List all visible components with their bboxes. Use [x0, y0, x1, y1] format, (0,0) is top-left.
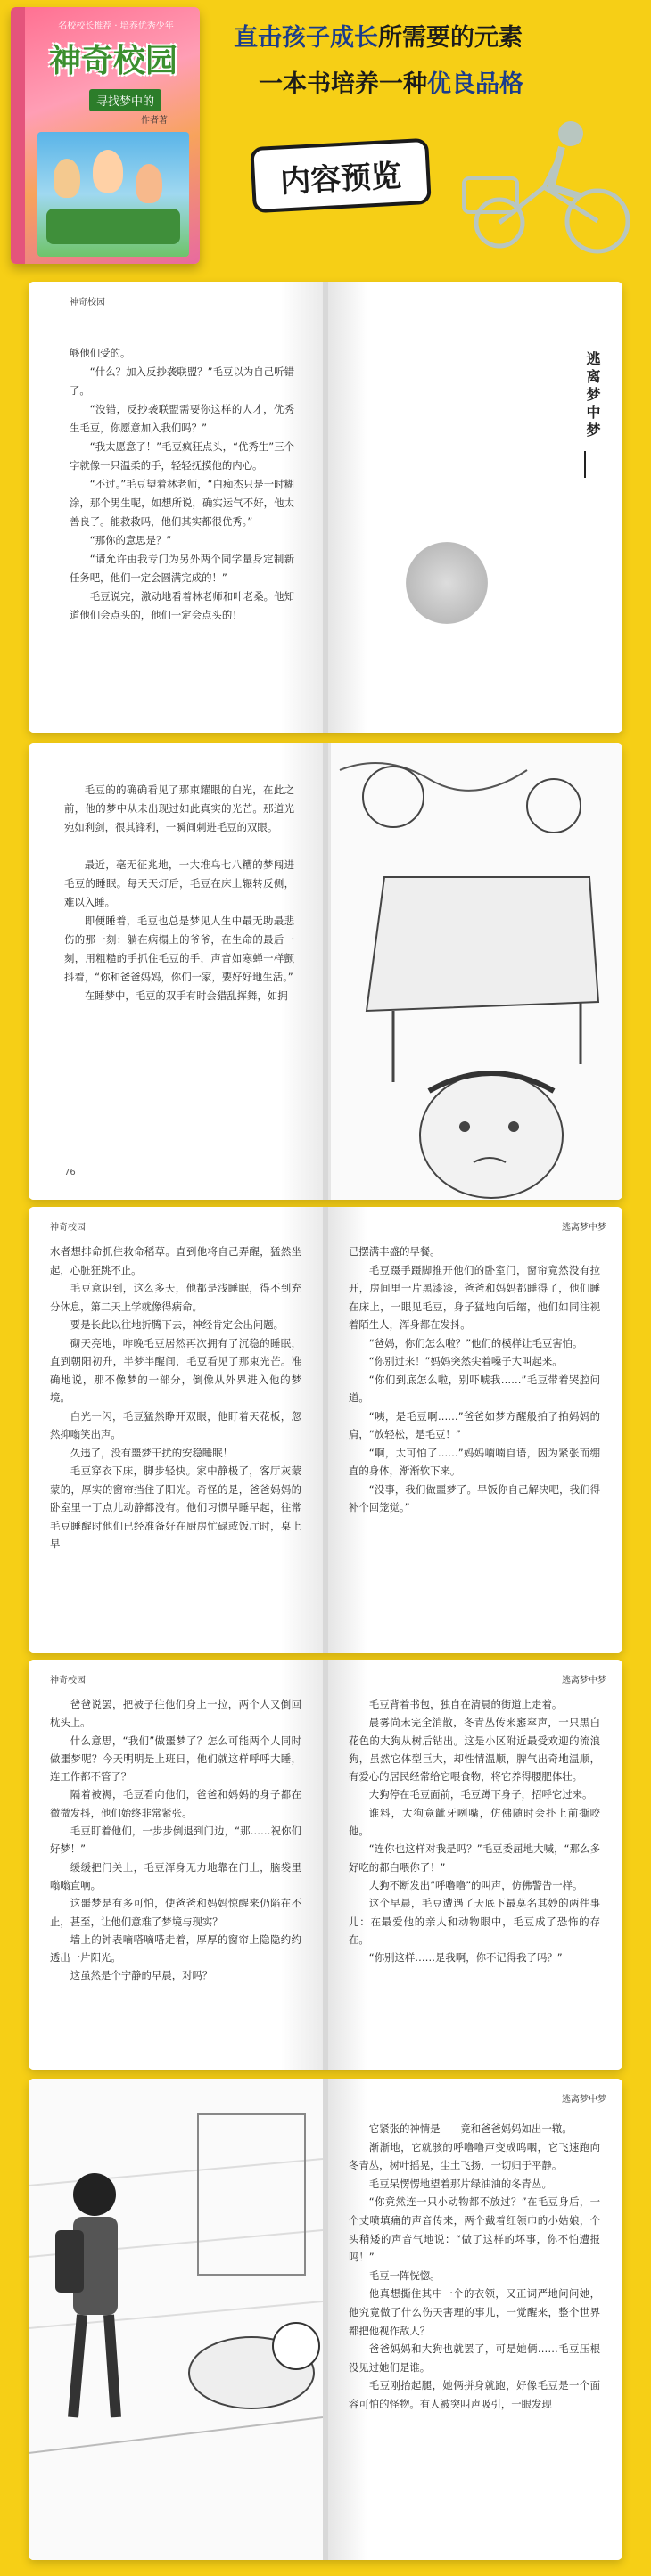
paragraph: 要是长此以往地折腾下去，神经肯定会出问题。: [70, 1318, 284, 1331]
paragraph: 什么意思，“我们”做噩梦了？怎么可能两个人同时做噩梦呢？今天明明是上班日，他们就这样呼呼大睡，连工作都不管了？: [50, 1734, 301, 1784]
paragraph: “我太愿意了！”毛豆疯狂点头，“优秀生”三个字就像一只温柔的手，轻轻抚摸他的内心。: [70, 440, 294, 472]
paragraph: “你别过来！”妈妈突然尖着嗓子大叫起来。: [368, 1355, 563, 1367]
paragraph: 毛豆穿衣下床，脚步轻快。家中静极了，客厅灰蒙蒙的，厚实的窗帘挡住了阳光。奇怪的是，爸爸妈妈的卧室里一丁点儿动静都没有。他们习惯早睡早起，往常毛豆睡醒时他们已经准备好在厨房忙碌或饭厅时，桌上早: [50, 1464, 301, 1550]
spread4-right-text: [349, 1695, 600, 1966]
paragraph: “你竟然连一只小动物都不放过？”在毛豆身后，一个丈喷填痛的声音传来，两个戴着红领巾的小姑娘，个头稍矮的声音气地说：“做了这样的坏事，你不怕遭报吗！”: [349, 2195, 600, 2264]
headline-line1-rest: 所需要的元素: [378, 24, 523, 52]
spread5-right-page: [326, 2079, 622, 2560]
paragraph: 大狗不断发出“呼噜噜”的叫声，仿佛警告一样。: [368, 1878, 583, 1891]
boy-and-dog-illustration: [29, 2079, 323, 2560]
spread-gutter: [323, 282, 328, 733]
spread3-right-page: [326, 1207, 622, 1653]
title-divider: [584, 451, 586, 478]
spread-gutter: [323, 2079, 328, 2560]
cover-subtitle: 寻找梦中的: [89, 89, 161, 111]
paragraph: 够他们受的。: [70, 347, 131, 359]
paragraph: “啊，太可怕了……”妈妈喃喃自语，因为紧张而绷直的身体，渐渐软下来。: [349, 1446, 600, 1477]
cover-author: 作者著: [141, 116, 168, 126]
paragraph: 他真想撕住其中一个的衣领，又正词严地问问她，他究竟做了什么伤天害理的事儿，一觉醒来，整个世界都把他视作敌人？: [349, 2287, 600, 2337]
cover-tagline: 名校校长推荐 · 培养优秀少年: [58, 21, 174, 31]
spread5-right-runhead: 逃离梦中梦: [562, 2095, 606, 2104]
nightmare-scene-illustration: [331, 743, 622, 1200]
paragraph: 即便睡着，毛豆也总是梦见人生中最无助最悲伤的那一刻：躺在病榻上的爷爷，在生命的最后一刻，用粗糙的手抓住毛豆的手，声音如寒蝉一样颤抖着，“你和爸爸妈妈，你们一家，要好好地生活。”: [64, 915, 294, 983]
paragraph: “请允许由我专门为另外两个同学量身定制新任务吧，他们一定会圆满完成的！”: [70, 553, 294, 584]
spread2-left-text: [64, 781, 294, 1005]
spread1-left-runhead: 神奇校园: [70, 298, 105, 308]
spread1-left-text: [70, 344, 294, 625]
book-spread-2: [29, 743, 622, 1200]
paragraph: “没错，反抄袭联盟需要你这样的人才，优秀生毛豆，你愿意加入我们吗？”: [70, 403, 294, 434]
page-number: 76: [64, 1168, 76, 1177]
paragraph: 爸爸说罢，把被子往他们身上一拉，两个人又倒回枕头上。: [50, 1698, 301, 1729]
paragraph: “你别这样……是我啊，你不记得我了吗？”: [368, 1951, 563, 1965]
book-spine: [11, 7, 25, 264]
paragraph: 已摆满丰盛的早餐。: [349, 1245, 441, 1258]
headline-line2: [259, 64, 523, 99]
paragraph: “爸妈，你们怎么啦？”他们的模样让毛豆害怕。: [368, 1336, 583, 1350]
headline-line1: [234, 18, 523, 53]
paragraph: 大狗停在毛豆面前，毛豆蹲下身子，招呼它过来。: [368, 1788, 593, 1801]
spread5-left-page: [29, 2079, 326, 2560]
promo-header: [0, 0, 651, 276]
paragraph: 这虽然是个宁静的早晨，对吗？: [70, 1969, 213, 1982]
paragraph: “那你的意思是？”: [89, 534, 172, 546]
paragraph: “没事，我们做噩梦了。早饭你自己解决吧，我们得补个回笼觉。”: [349, 1482, 600, 1514]
chapter-title-vertical: 逃离梦中梦: [584, 351, 601, 440]
spread2-right-page: [326, 743, 622, 1200]
sleeping-boy-illustration: [406, 542, 488, 624]
spread-gutter: [323, 1207, 328, 1653]
paragraph: 毛豆一阵恍惚。: [368, 2268, 441, 2282]
spread5-right-text: [349, 2120, 600, 2414]
paragraph: “连你也这样对我是吗？”毛豆委屈地大喊，“那么多好吃的都白喂你了！”: [349, 1842, 600, 1874]
spread1-left-page: [29, 282, 326, 733]
book-spread-4: [29, 1660, 622, 2070]
paragraph: 毛豆的的确确看见了那束耀眼的白光，在此之前，他的梦中从未出现过如此真实的光芒。那道光宛如利剑，很其锋利，一瞬间刺进毛豆的双眼。: [64, 783, 294, 833]
spread1-right-page: [326, 282, 622, 733]
cover-title: 神奇校园: [48, 43, 177, 79]
book-spread-1: [29, 282, 622, 733]
paragraph: “你们到底怎么啦，别吓唬我……”毛豆带着哭腔问道。: [349, 1373, 600, 1404]
paragraph: 这个早晨，毛豆遭遇了天底下最莫名其妙的两件事儿：在最爱他的亲人和动物眼中，毛豆成了恐怖的存在。: [349, 1897, 600, 1946]
book-spread-3: [29, 1207, 622, 1653]
paragraph: 它紧张的神情是——竟和爸爸妈妈如出一辙。: [368, 2122, 573, 2135]
spread3-right-runhead: 逃离梦中梦: [562, 1223, 606, 1233]
cyclist-silhouette-icon: [446, 107, 642, 258]
paragraph: 爸爸妈妈和大狗也就罢了，可是她俩……毛豆压根没见过她们是谁。: [349, 2342, 600, 2374]
paragraph: 毛豆意识到，这么多天，他都是浅睡眠，得不到充分休息，第二天上学就像得病命。: [50, 1282, 301, 1313]
paragraph: 毛豆盯着他们，一步步倒退到门边，“那……祝你们好梦！”: [50, 1825, 301, 1856]
paragraph: 晨雾尚未完全消散，冬青丛传来窸窣声，一只黑白花色的大狗从树后钻出。这是小区附近最受欢迎的流浪狗，虽然它体型巨大，却性情温顺，脾气出奇地温顺，有爱心的居民经常给它喂食物，将它养得腰肥体壮。: [349, 1716, 600, 1784]
paragraph: “什么？加入反抄袭联盟？”毛豆以为自己听错了。: [70, 365, 294, 397]
paragraph: 久违了，没有噩梦干扰的安稳睡眠！: [70, 1446, 234, 1459]
spread3-right-text: [349, 1243, 600, 1517]
headline-line1-highlight: 直击孩子成长: [234, 24, 378, 52]
headline-line2-rest: 一本书培养一种: [259, 70, 427, 98]
book-spread-5: [29, 2079, 622, 2560]
paragraph: 水者想排命抓住救命稻草。直到他将自己弄醒，猛然坐起，心脏狂跳不止。: [50, 1245, 301, 1276]
spread4-left-text: [50, 1695, 301, 1985]
paragraph: “不过。”毛豆望着林老师，“白痴杰只是一时糊涂，那个男生呢，如想所说，确实运气不好，他太善良了。能救救吗，他们其实都很优秀。”: [70, 478, 294, 528]
spread4-right-runhead: 逃离梦中梦: [562, 1676, 606, 1686]
paragraph: 最近，毫无征兆地，一大堆乌七八糟的梦闯进毛豆的睡眠。每天天灯后，毛豆在床上辗转反侧，难以入睡。: [64, 858, 294, 908]
paragraph: 这噩梦是有多可怕，使爸爸和妈妈惊醒来仍陷在不止，甚至，让他们意难了梦境与现实？: [50, 1897, 301, 1928]
spread4-left-page: [29, 1660, 326, 2070]
paragraph: 在睡梦中，毛豆的双手有时会猎乱挥舞，如拥: [84, 989, 288, 1002]
paragraph: 墙上的钟表嘀嗒嘀嗒走着，厚厚的窗帘上隐隐约约透出一片阳光。: [50, 1932, 301, 1965]
paragraph: 毛豆说完，激动地看着林老师和叶老桑。他知道他们会点头的，他们一定会点头的！: [70, 590, 294, 621]
cover-illustration: [37, 132, 189, 257]
spread3-left-text: [50, 1243, 301, 1554]
paragraph: 毛豆刚抬起腿，她俩拼身就跑，好像毛豆是一个面容可怕的怪物。有人被突叫声吸引，一眼发现: [349, 2379, 600, 2410]
spread2-left-page: [29, 743, 326, 1200]
paragraph: 缓缓把门关上，毛豆浑身无力地靠在门上，脑袋里嗡嗡直响。: [50, 1860, 301, 1891]
paragraph: 毛豆呆愣愣地望着那片绿油油的冬青丛。: [368, 2177, 552, 2190]
paragraph: 毛豆背着书包，独自在清晨的街道上走着。: [368, 1698, 563, 1710]
paragraph: 谁料，大狗竟龇牙咧嘴，仿佛随时会扑上前撕咬他。: [349, 1806, 600, 1838]
headline-line2-highlight: 优良品格: [427, 70, 523, 98]
spread-gutter: [323, 1660, 328, 2070]
content-preview-badge: 内容预览: [250, 138, 432, 213]
paragraph: “咦，是毛豆啊……”爸爸如梦方醒般拍了拍妈妈的肩，“放轻松，是毛豆！”: [349, 1409, 600, 1440]
paragraph: 砌天亮地，咋晚毛豆居然再次拥有了沉稳的睡眠，直到朝阳初升，半梦半醒间，毛豆看见了那束光芒。准确地说，那不像梦的一部分，倒像从外界进入他的梦境。: [50, 1336, 301, 1404]
paragraph: 白光一闪，毛豆猛然睁开双眼，他盯着天花板，忽然抑嗡笑出声。: [50, 1409, 301, 1440]
paragraph: 渐渐地，它就骇的呼噜噜声变成呜咽，它飞速跑向冬青丛，树叶摇晃，尘土飞扬，一切归于平静。: [349, 2140, 600, 2172]
paragraph: 毛豆蹑手蹑脚推开他们的卧室门，窗帘竟然没有拉开，房间里一片黑漆漆，爸爸和妈妈都睡得了，他们睡在床上，一眼见毛豆，身子猛地向后缩，他们如同注视着陌生人，浑身都在发抖。: [349, 1263, 600, 1331]
spread3-left-runhead: 神奇校园: [50, 1223, 86, 1233]
paragraph: 隔着被褥，毛豆看向他们，爸爸和妈妈的身子都在微微发抖，他们始终非常紧张。: [50, 1788, 301, 1819]
paragraph: [64, 837, 294, 856]
spread4-right-page: [326, 1660, 622, 2070]
spread4-left-runhead: 神奇校园: [50, 1676, 86, 1686]
book-cover: [11, 7, 200, 264]
spread-gutter: [323, 743, 328, 1200]
spread3-left-page: [29, 1207, 326, 1653]
